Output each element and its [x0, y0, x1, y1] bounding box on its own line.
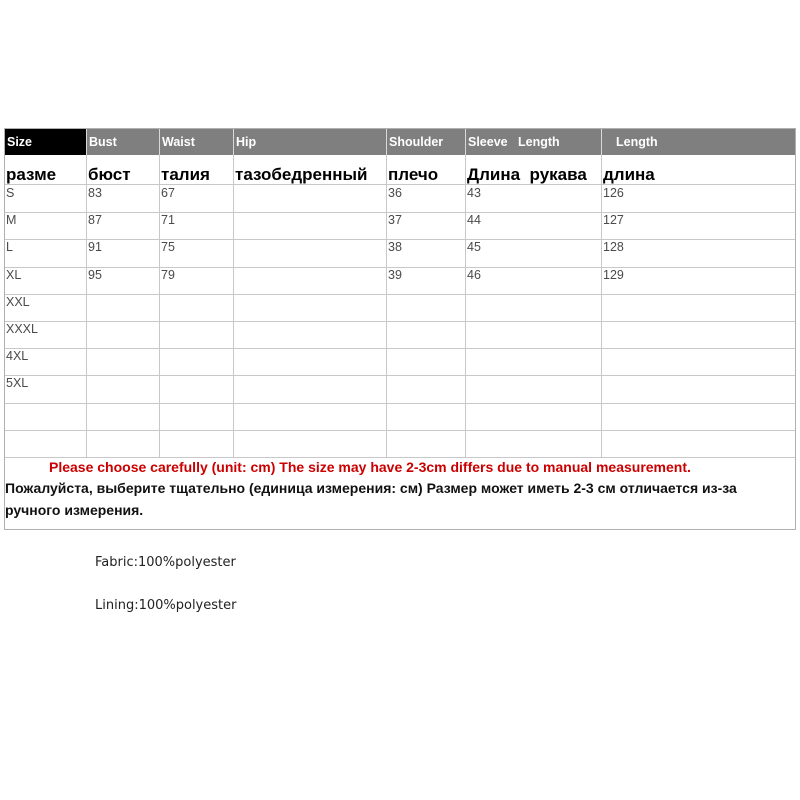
header-size: Size	[5, 129, 87, 155]
cell-length	[602, 348, 795, 375]
cell-waist	[160, 321, 234, 348]
cell-hip	[234, 185, 387, 212]
cell-length	[602, 321, 795, 348]
cell-sleeve-length	[466, 321, 602, 348]
cell-bust: 83	[87, 185, 160, 212]
cell-size: XXXL	[5, 321, 87, 348]
table-row	[5, 403, 795, 431]
cell-size: M	[5, 212, 87, 239]
cell-hip	[234, 267, 387, 294]
cell-size: S	[5, 185, 87, 212]
header-ru-size: разме	[5, 155, 87, 184]
cell-hip	[234, 321, 387, 348]
cell-sleeve-length	[466, 375, 602, 402]
cell-length: 129	[603, 267, 624, 282]
cell-size: XXL	[5, 294, 87, 321]
cell-sleeve-length: 46	[466, 267, 602, 294]
cell-waist: 71	[160, 212, 234, 239]
cell-length	[602, 403, 795, 430]
header-length: Length	[616, 135, 658, 149]
cell-shoulder: 37	[387, 212, 466, 239]
cell-bust: 95	[87, 267, 160, 294]
cell-shoulder	[387, 321, 466, 348]
lining-info: Lining:100%polyester	[95, 598, 237, 613]
cell-hip	[234, 375, 387, 402]
cell-size: 5XL	[5, 375, 87, 402]
cell-shoulder	[387, 403, 466, 430]
cell-size: 4XL	[5, 348, 87, 375]
header-row-en	[5, 129, 795, 155]
cell-hip	[234, 403, 387, 430]
note-english: Please choose carefully (unit: cm) The size may have 2-3cm differs due to manual measurement.	[49, 459, 691, 475]
cell-length: 128	[603, 240, 624, 255]
cell-waist	[160, 294, 234, 321]
cell-bust	[87, 403, 160, 430]
fabric-info: Fabric:100%polyester	[95, 555, 236, 570]
cell-waist	[160, 375, 234, 402]
header-ru-sleeve-length: Длина рукава	[466, 155, 602, 184]
cell-length	[602, 375, 795, 402]
table-row	[5, 239, 795, 267]
cell-shoulder	[387, 430, 466, 457]
table-row	[5, 294, 795, 322]
table-row	[5, 348, 795, 376]
header-bust: Bust	[87, 129, 160, 155]
cell-sleeve-length: 45	[466, 239, 602, 266]
cell-hip	[234, 348, 387, 375]
cell-bust	[87, 430, 160, 457]
cell-bust	[87, 375, 160, 402]
header-ru-shoulder: плечо	[387, 155, 466, 184]
cell-bust	[87, 321, 160, 348]
cell-shoulder	[387, 375, 466, 402]
cell-shoulder: 39	[387, 267, 466, 294]
cell-waist	[160, 403, 234, 430]
cell-waist: 75	[160, 239, 234, 266]
cell-bust	[87, 348, 160, 375]
cell-sleeve-length	[466, 403, 602, 430]
cell-sleeve-length: 43	[466, 185, 602, 212]
cell-bust: 91	[87, 239, 160, 266]
cell-length: 127	[603, 213, 624, 228]
cell-sleeve-length: 44	[466, 212, 602, 239]
cell-hip	[234, 212, 387, 239]
table-row	[5, 212, 795, 240]
header-waist: Waist	[160, 129, 234, 155]
cell-hip	[234, 239, 387, 266]
header-row-ru	[5, 155, 795, 185]
table-row	[5, 267, 795, 295]
cell-sleeve-length	[466, 430, 602, 457]
cell-length	[602, 430, 795, 457]
cell-size: XL	[5, 267, 87, 294]
note-russian: Пожалуйста, выберите тщательно (единица измерения: см) Размер может иметь 2-3 см отличается из-за ручного измерения.	[5, 480, 737, 518]
cell-waist	[160, 430, 234, 457]
cell-length: 126	[603, 186, 624, 200]
cell-shoulder	[387, 348, 466, 375]
cell-hip	[234, 430, 387, 457]
cell-sleeve-length	[466, 348, 602, 375]
cell-bust: 87	[87, 212, 160, 239]
cell-sleeve-length	[466, 294, 602, 321]
header-ru-length: длина	[603, 165, 655, 184]
cell-waist	[160, 348, 234, 375]
cell-size	[5, 430, 87, 457]
header-ru-bust: бюст	[87, 155, 160, 184]
cell-bust	[87, 294, 160, 321]
table-row	[5, 321, 795, 349]
header-hip: Hip	[234, 129, 387, 155]
header-shoulder: Shoulder	[387, 129, 466, 155]
cell-shoulder: 36	[387, 185, 466, 212]
cell-hip	[234, 294, 387, 321]
cell-length	[602, 294, 795, 321]
table-row	[5, 430, 795, 458]
cell-size	[5, 403, 87, 430]
cell-waist: 67	[160, 185, 234, 212]
size-chart-table	[4, 128, 796, 530]
table-row	[5, 185, 795, 213]
notes-section	[5, 457, 795, 521]
cell-size: L	[5, 239, 87, 266]
cell-shoulder: 38	[387, 239, 466, 266]
cell-shoulder	[387, 294, 466, 321]
table-row	[5, 375, 795, 403]
header-ru-waist: талия	[160, 155, 234, 184]
header-ru-hip: тазобедренный	[234, 155, 387, 184]
header-sleeve-length: Sleeve Length	[466, 129, 602, 155]
cell-waist: 79	[160, 267, 234, 294]
